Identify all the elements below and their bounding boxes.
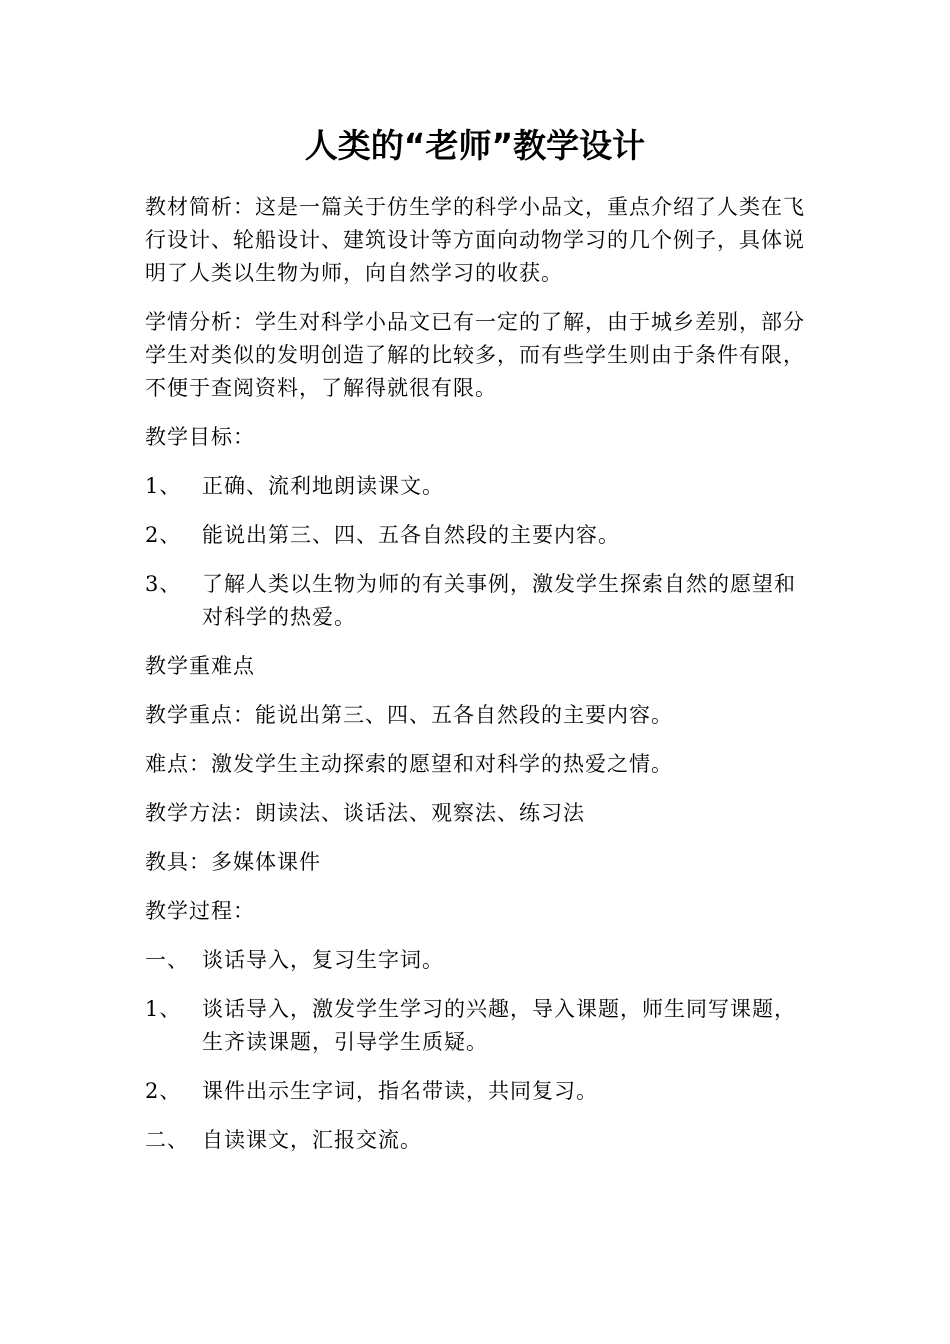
substep-text: 谈话导入，激发学生学习的兴趣，导入课题，师生同写课题，生齐读课题，引导学生质疑。 (202, 997, 796, 1054)
process-substep (145, 1075, 813, 1108)
textbook-analysis-paragraph: 教材简析：这是一篇关于仿生学的科学小品文，重点介绍了人类在飞行设计、轮船设计、建筑设计等方面向动物学习的几个例子，具体说明了人类以生物为师，向自然学习的收获。 (145, 195, 805, 285)
goal-number: 2、 (145, 523, 182, 547)
process-substep (145, 993, 813, 1059)
step-text: 自读课文，汇报交流。 (202, 1128, 422, 1152)
substep-text: 课件出示生字词，指名带读，共同复习。 (202, 1079, 598, 1103)
teaching-methods-paragraph: 教学方法：朗读法、谈话法、观察法、练习法 (145, 801, 585, 825)
goal-text: 正确、流利地朗读课文。 (202, 474, 444, 498)
goal-text: 了解人类以生物为师的有关事例，激发学生探索自然的愿望和对科学的热爱。 (202, 572, 796, 629)
substep-number: 2、 (145, 1079, 182, 1103)
goal-number: 3、 (145, 572, 182, 596)
goal-item (145, 470, 813, 503)
step-text: 谈话导入，复习生字词。 (202, 948, 444, 972)
document-body (145, 191, 813, 1173)
teaching-goals-heading: 教学目标： (145, 425, 255, 449)
difficulty-paragraph: 难点：激发学生主动探索的愿望和对科学的热爱之情。 (145, 752, 673, 776)
student-analysis-paragraph: 学情分析：学生对科学小品文已有一定的了解，由于城乡差别，部分学生对类似的发明创造了解的比较多，而有些学生则由于条件有限，不便于查阅资料，了解得就很有限。 (145, 310, 805, 400)
teaching-tools-paragraph: 教具：多媒体课件 (145, 850, 321, 874)
key-point-paragraph: 教学重点：能说出第三、四、五各自然段的主要内容。 (145, 703, 673, 727)
goal-text: 能说出第三、四、五各自然段的主要内容。 (202, 523, 620, 547)
substep-number: 1、 (145, 997, 182, 1021)
goal-item (145, 519, 813, 552)
goal-item (145, 568, 813, 634)
document-title: 人类的“老师”教学设计 (304, 126, 646, 165)
goal-number: 1、 (145, 474, 182, 498)
process-step (145, 944, 813, 977)
step-number: 一、 (145, 948, 189, 972)
teaching-process-heading: 教学过程： (145, 899, 255, 923)
process-step (145, 1124, 813, 1157)
step-number: 二、 (145, 1128, 189, 1152)
key-difficult-heading: 教学重难点 (145, 654, 255, 678)
